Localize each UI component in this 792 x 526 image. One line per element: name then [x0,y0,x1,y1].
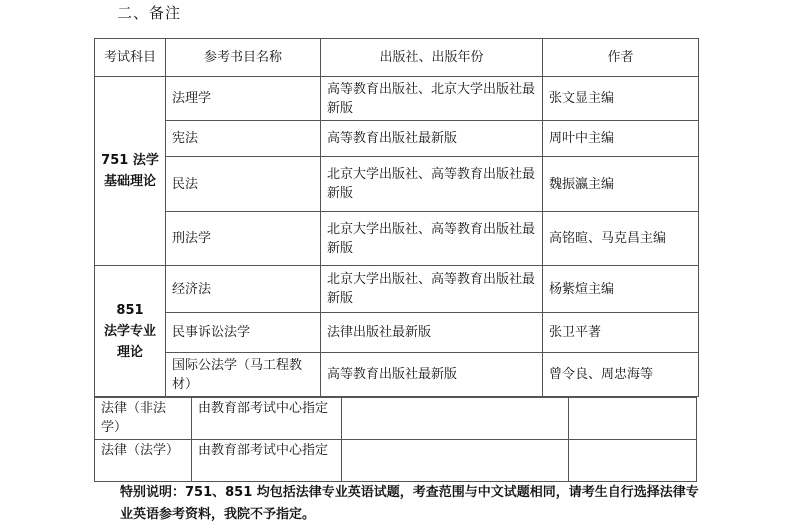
table-row [95,313,699,353]
major-category: 法律（非法学） [95,398,192,440]
author: 周叶中主编 [543,121,699,157]
author: 高铭暄、马克昌主编 [543,212,699,266]
author: 张卫平著 [543,313,699,353]
publisher: 北京大学出版社、高等教育出版社最新版 [321,157,543,212]
empty-cell [342,440,569,482]
book-name: 宪法 [166,121,321,157]
author: 张文显主编 [543,77,699,121]
subject-title: 基础理论 [103,174,156,189]
major-note: 由教育部考试中心指定 [192,440,342,482]
author: 曾令良、周忠海等 [543,353,699,397]
book-name: 国际公法学（马工程教材） [166,353,321,397]
table-row [95,353,699,397]
book-name: 经济法 [166,266,321,313]
table-row [95,398,697,440]
header-book: 参考书目名称 [166,39,321,77]
table-row [95,121,699,157]
publisher: 北京大学出版社、高等教育出版社最新版 [321,212,543,266]
empty-cell [569,398,697,440]
special-note: 特别说明：751、851 均包括法律专业英语试题，考查范围与中文试题相同，请考生自行选择法律专业英语参考资料，我院不予指定。 [120,485,699,522]
subject-code: 851 [116,302,144,318]
publisher: 高等教育出版社最新版 [321,353,543,397]
header-author: 作者 [543,39,699,77]
book-name: 刑法学 [166,212,321,266]
table-row [95,77,699,121]
header-publisher: 出版社、出版年份 [321,39,543,77]
header-subject: 考试科目 [95,39,166,77]
table-row [95,157,699,212]
table-row [95,440,697,482]
section-heading: 二、备注 [117,4,182,22]
table-header-row [95,39,699,77]
subject-code: 751 法学 [101,153,159,168]
major-category: 法律（法学） [95,440,192,482]
subject-title: 理论 [116,344,143,360]
reference-books-table [94,38,699,397]
book-name: 民事诉讼法学 [166,313,321,353]
publisher: 高等教育出版社最新版 [321,121,543,157]
empty-cell [569,440,697,482]
other-majors-table [94,397,697,482]
table-row [95,212,699,266]
author: 杨紫煊主编 [543,266,699,313]
major-note: 由教育部考试中心指定 [192,398,342,440]
subject-851 [95,266,166,397]
subject-title: 法学专业 [103,323,156,339]
book-name: 法理学 [166,77,321,121]
publisher: 北京大学出版社、高等教育出版社最新版 [321,266,543,313]
table-row [95,266,699,313]
author: 魏振瀛主编 [543,157,699,212]
subject-751 [95,77,166,266]
book-name: 民法 [166,157,321,212]
empty-cell [342,398,569,440]
publisher: 法律出版社最新版 [321,313,543,353]
publisher: 高等教育出版社、北京大学出版社最新版 [321,77,543,121]
